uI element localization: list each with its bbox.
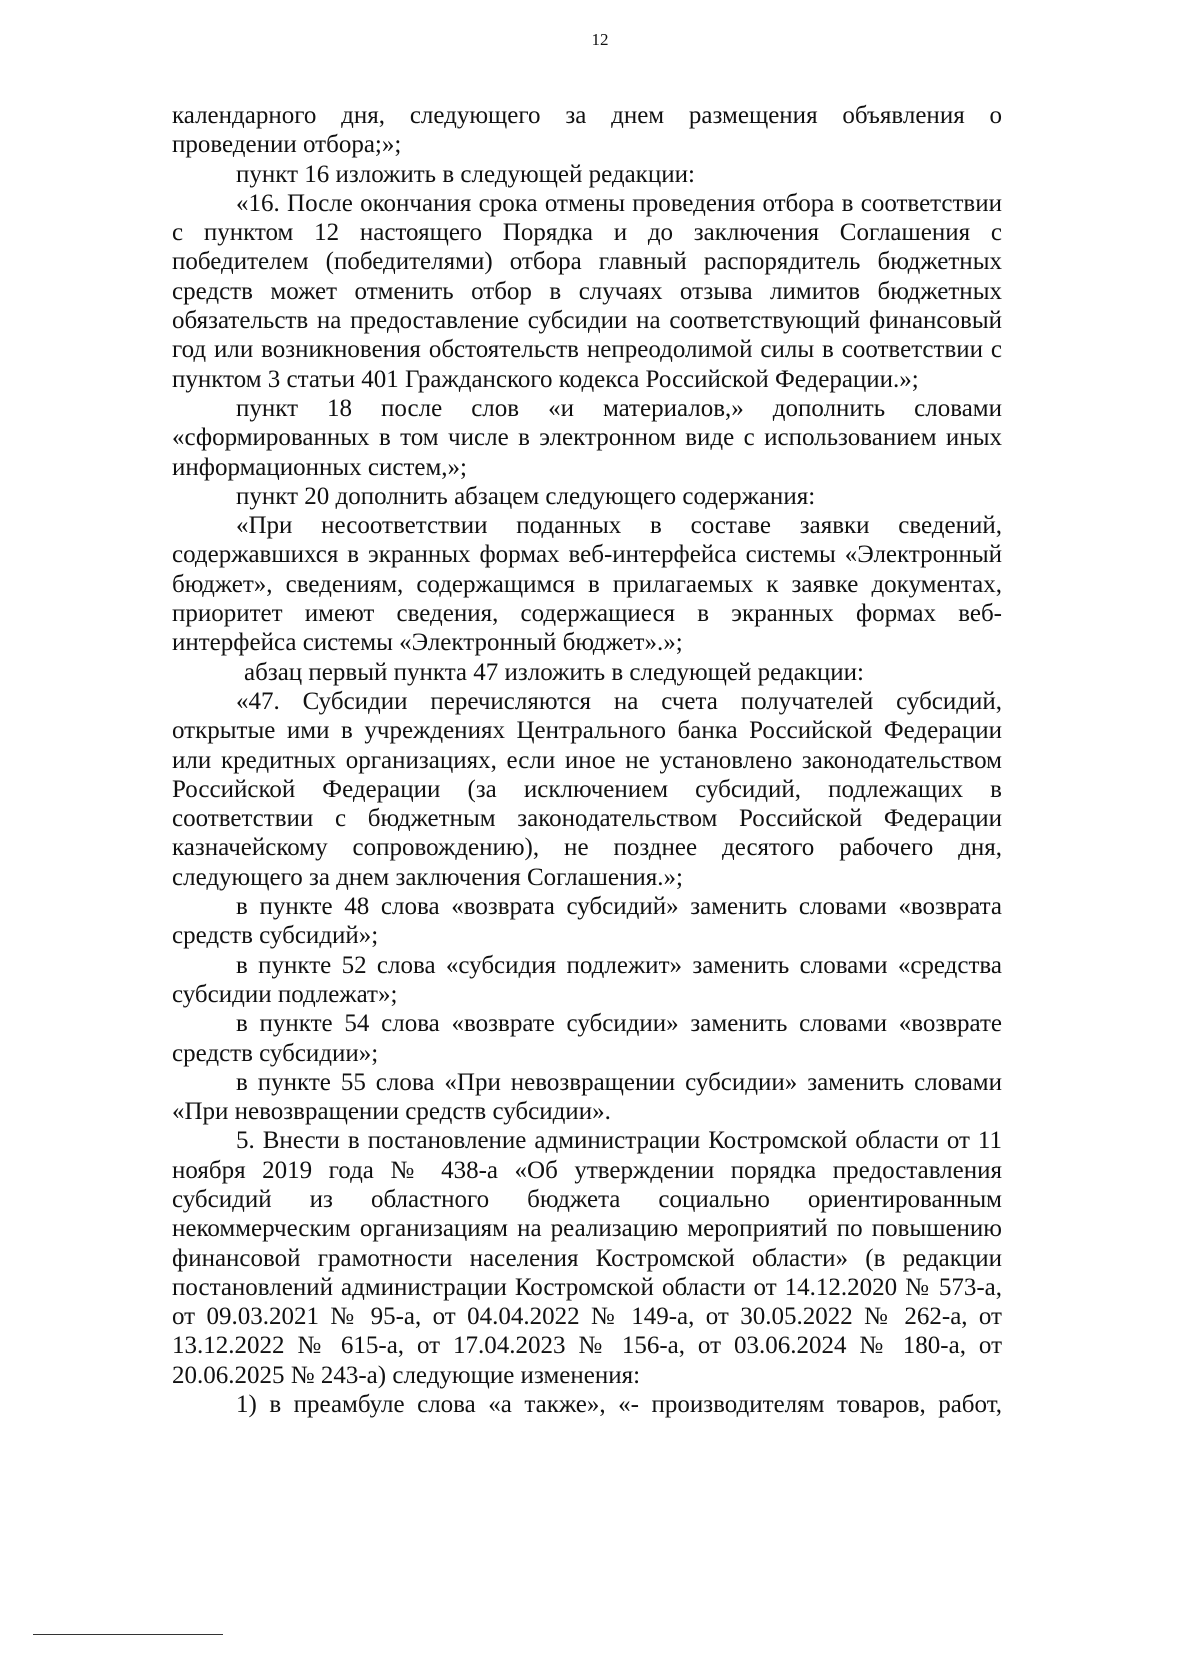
paragraph-section-5: 5. Внести в постановление администрации Костромской области от 11 ноября 2019 года № 438-а «Об утверждении порядка предоставления субсидий из областного бюджета социально ориентированным некоммерческим организациям на реализацию мероприятий по повышению финансовой грамотности населения Костромской области» (в редакции постановлений администрации Костромской области от 14.12.2020 № 573-а, от 09.03.2021 № 95-а, от 04.04.2022 № 149-а, от 30.05.2022 № 262-а, от 13.12.2022 № 615-а, от 17.04.2023 № 156-а, от 03.06.2024 № 180-а, от 20.06.2025 № 243-а) следующие изменения: — [172, 1127, 1002, 1389]
paragraph-item-48: в пункте 48 слова «возврата субсидий» заменить словами «возврата средств субсидий»; — [172, 893, 1002, 950]
paragraph-item-20-text: «При несоответствии поданных в составе заявки сведений, содержавшихся в экранных формах веб-интерфейса системы «Электронный бюджет», сведениям, содержащимся в прилагаемых к заявке документах, приоритет имеют сведения, содержащиеся в экранных формах веб-интерфейса системы «Электронный бюджет».»; — [172, 512, 1002, 657]
paragraph-item-20-intro: пункт 20 дополнить абзацем следующего содержания: — [236, 482, 816, 510]
paragraph-item-54: в пункте 54 слова «возврате субсидии» заменить словами «возврате средств субсидии»; — [172, 1010, 1002, 1067]
document-body — [172, 101, 1002, 1419]
paragraph-item-55: в пункте 55 слова «При невозвращении субсидии» заменить словами «При невозвращении средств субсидии». — [172, 1068, 1002, 1126]
paragraph-item-18: пункт 18 после слов «и материалов,» дополнить словами «сформированных в том числе в электронном виде с использованием иных информационных систем,»; — [172, 394, 1002, 481]
paragraph-section-5-item-1: 1) в преамбуле слова «а также», «- производителям товаров, работ, — [236, 1391, 1002, 1419]
paragraph-item-16-text: «16. После окончания срока отмены проведения отбора в соответствии с пунктом 12 настоящего Порядка и до заключения Соглашения с победителем (победителями) отбора главный распорядитель бюджетных средств может отменить отбор в случаях отзыва лимитов бюджетных обязательств на предоставление субсидии на соответствующий финансовый год или возникновения обстоятельств непреодолимой силы в соответствии с пунктом 3 статьи 401 Гражданского кодекса Российской Федерации.»; — [172, 189, 1002, 393]
paragraph-item-47-intro: абзац первый пункта 47 изложить в следующей редакции: — [244, 658, 864, 686]
paragraph-item-52: в пункте 52 слова «субсидия подлежит» заменить словами «средства субсидии подлежат»; — [172, 951, 1002, 1008]
footnote-divider — [33, 1634, 223, 1635]
paragraph-continuation: календарного дня, следующего за днем размещения объявления о проведении отбора;»; — [172, 102, 1002, 159]
paragraph-item-47-text: «47. Субсидии перечисляются на счета получателей субсидий, открытые ими в учреждениях Центрального банка Российской Федерации или кредитных организациях, если иное не установлено законодательством Российской Федерации (за исключением субсидий, подлежащих в соответствии с бюджетным законодательством Российской Федерации казначейскому сопровождению), не позднее десятого рабочего дня, следующего за днем заключения Соглашения.»; — [172, 687, 1002, 891]
paragraph-item-16-intro: пункт 16 изложить в следующей редакции: — [236, 160, 695, 188]
page-number: 12 — [591, 30, 609, 49]
